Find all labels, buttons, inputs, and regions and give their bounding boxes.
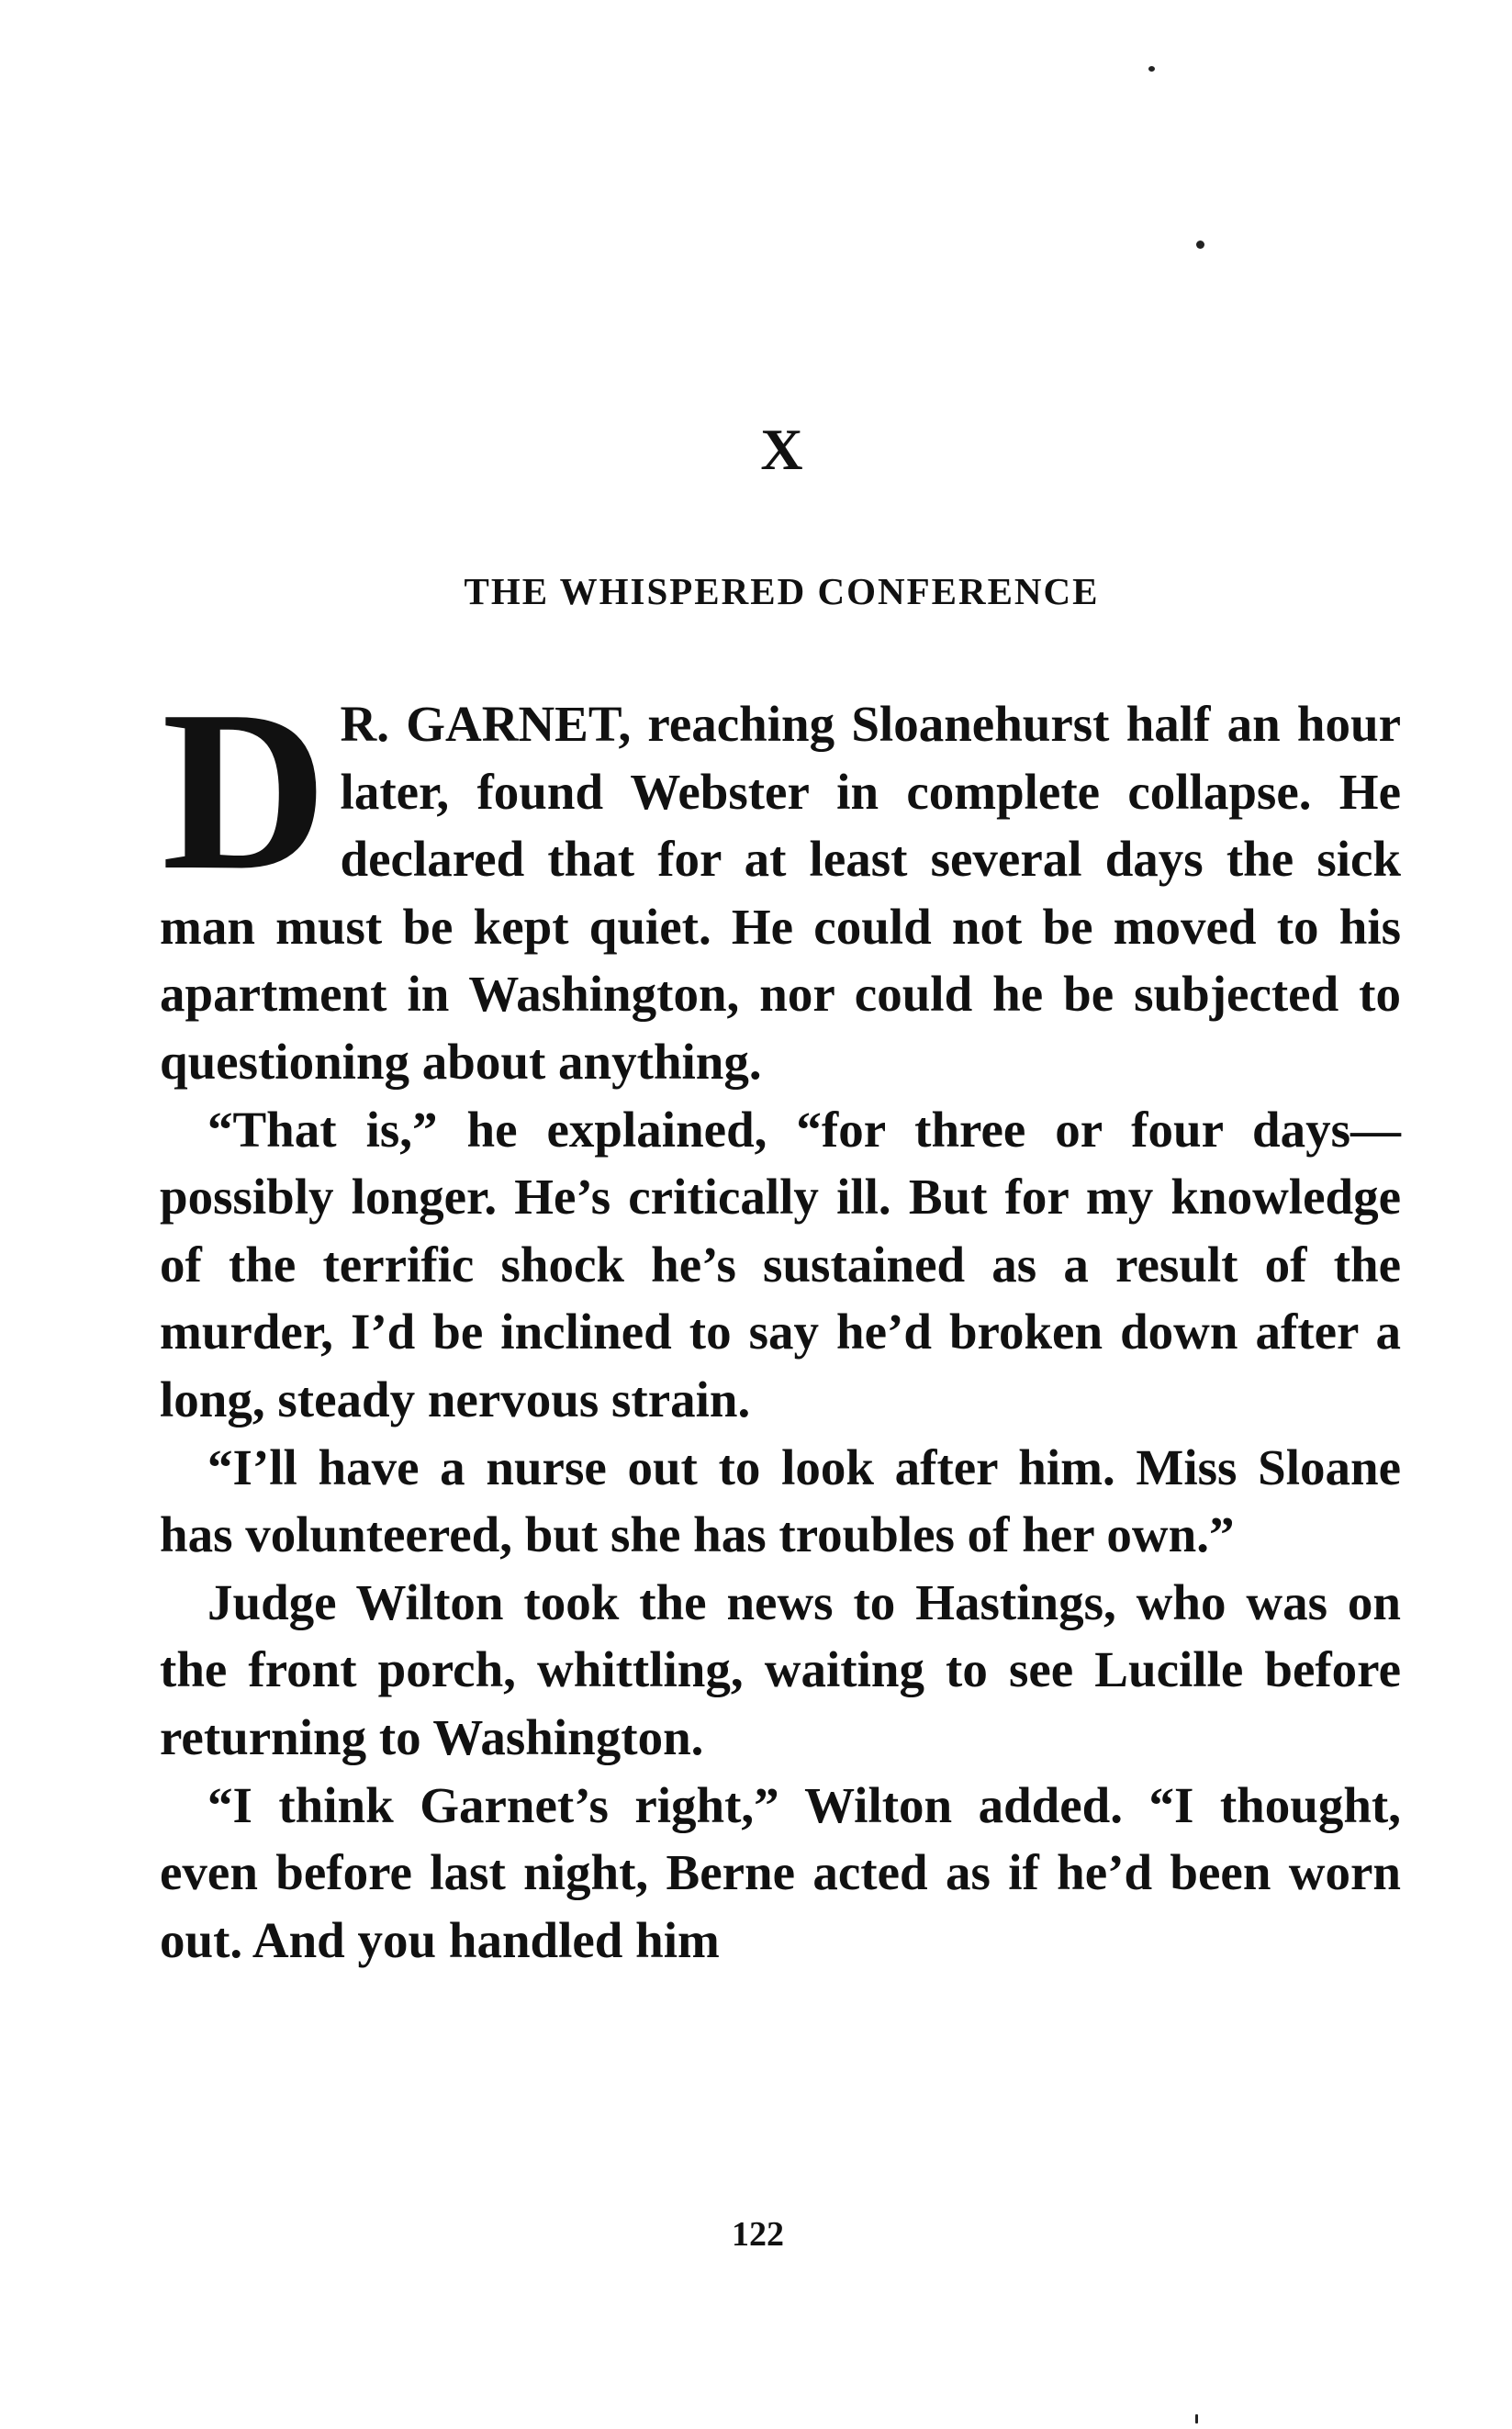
paragraph: Judge Wilton took the news to Hastings, who was on the front porch, whittling, waiting to see Lucille before returning to Washington. bbox=[160, 1573, 1401, 1765]
ink-speck bbox=[1195, 2414, 1198, 2423]
paragraph: “That is,” he explained, “for three or four days—possibly longer. He’s critically ill. But for my knowledge of the terrific shock he’s sustained as a result of the murder, I’d be inclined to say he’d broken down after a long, steady nervous strain. bbox=[160, 1101, 1401, 1427]
ink-speck bbox=[1148, 66, 1155, 72]
drop-cap: D bbox=[162, 664, 328, 918]
page-number: 122 bbox=[732, 2215, 784, 2254]
chapter-number: X bbox=[760, 417, 803, 482]
paragraph: “I think Garnet’s right,” Wilton added. “I thought, even before last night, Berne acted as if he’d been worn out. And you handled him bbox=[160, 1776, 1401, 1968]
ink-speck bbox=[1196, 241, 1204, 249]
chapter-title: THE WHISPERED CONFERENCE bbox=[464, 570, 1100, 612]
paragraph bbox=[160, 664, 1401, 1096]
paragraph: “I’ll have a nurse out to look after him. Miss Sloane has volunteered, but she has troubles of her own.” bbox=[160, 1438, 1401, 1563]
paragraph-text: R. GARNET, reaching Sloanehurst half an hour later, found Webster in complete collapse. He declared that for at least several days the sick man must be kept quiet. He could not be moved to his apartment in Washington, nor could he be subjected to questioning about anything. bbox=[160, 696, 1401, 1090]
chapter-body bbox=[160, 664, 1401, 1974]
